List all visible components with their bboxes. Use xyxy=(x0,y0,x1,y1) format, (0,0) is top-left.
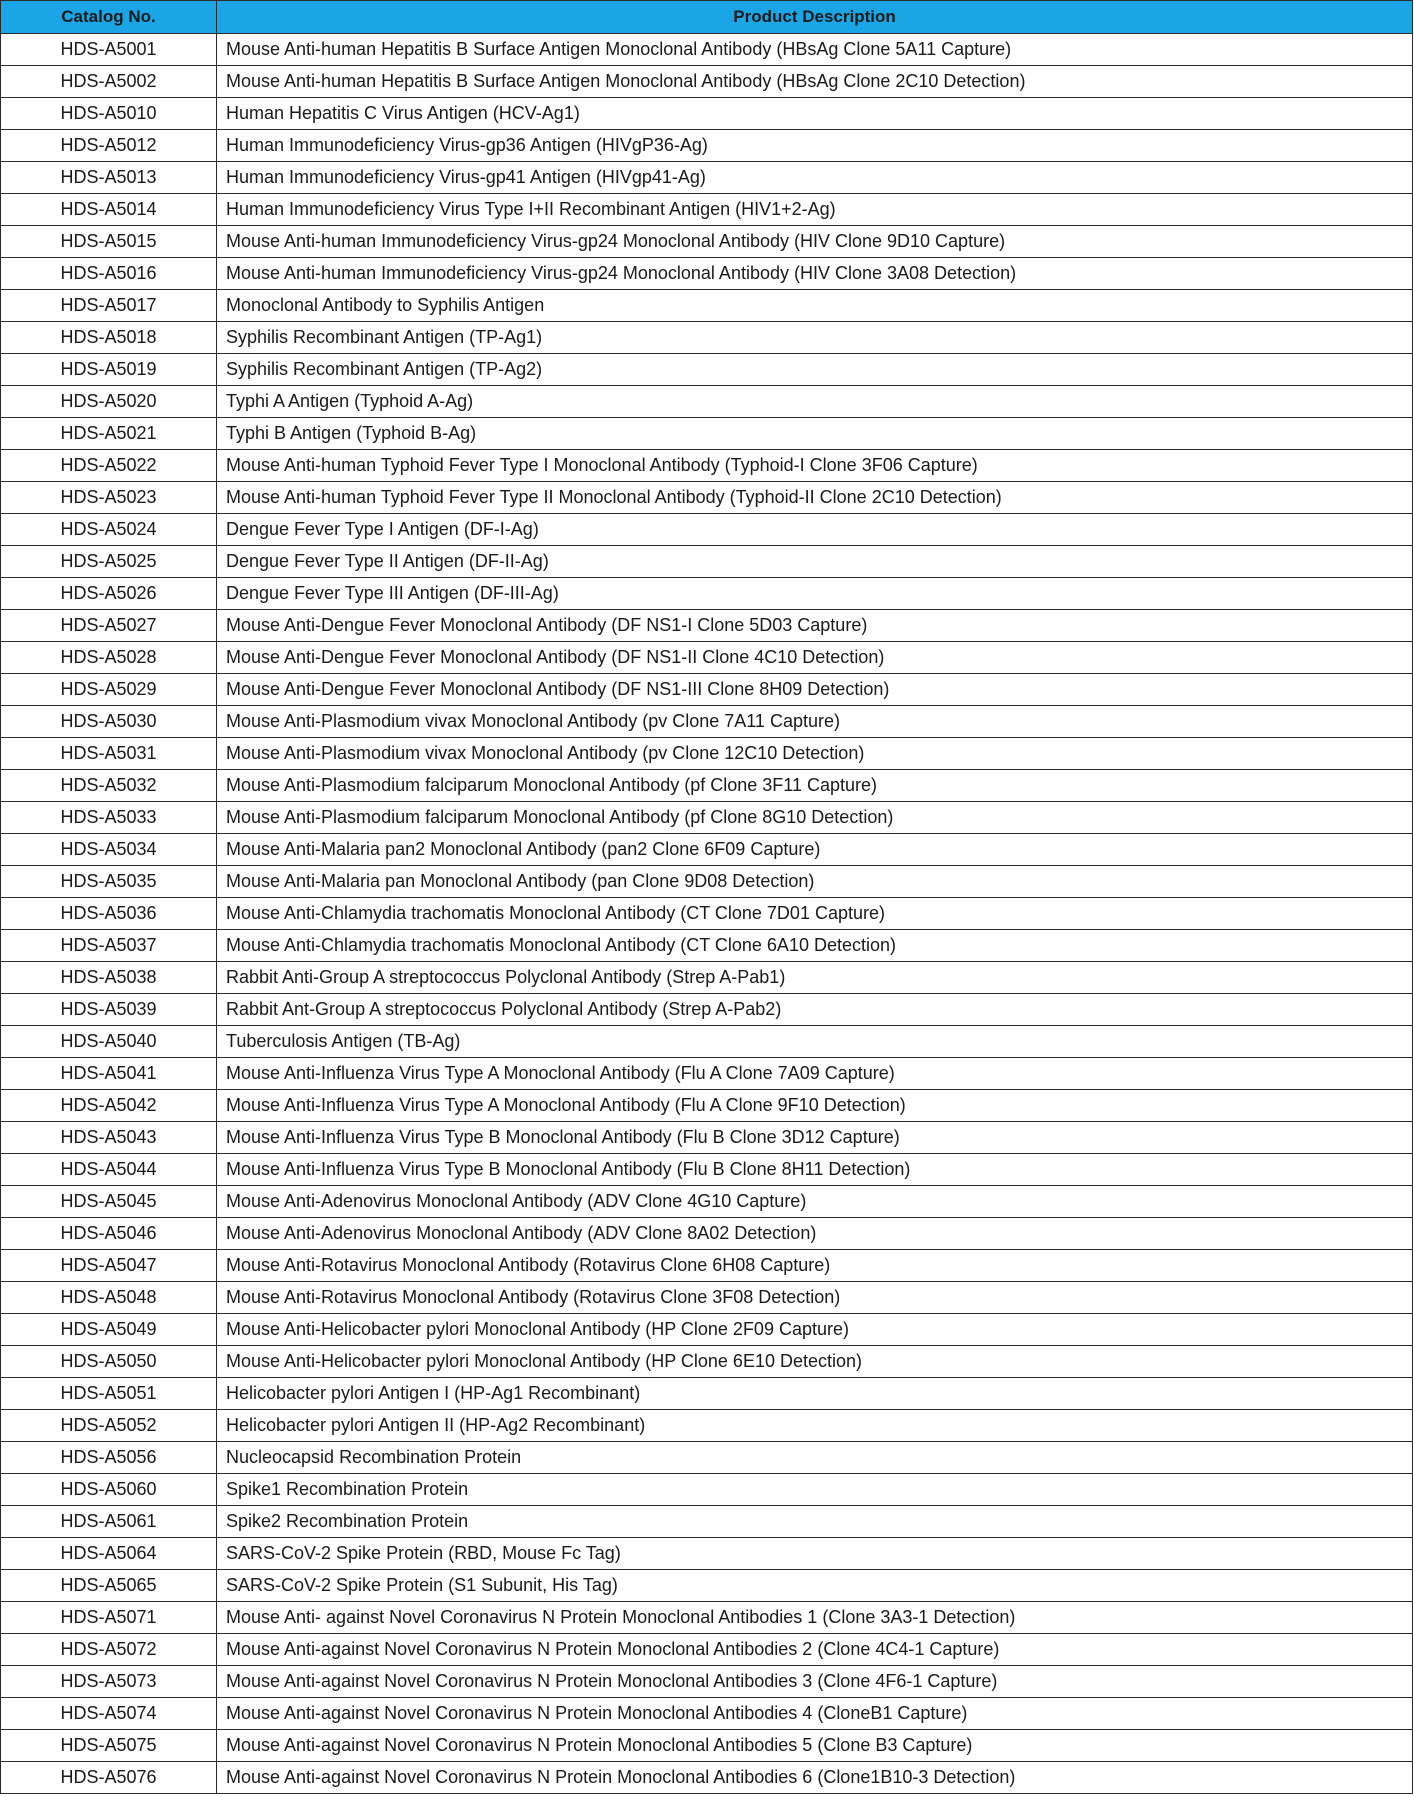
catalog-number-cell: HDS-A5033 xyxy=(1,802,217,834)
table-row xyxy=(1,1442,1413,1474)
table-row xyxy=(1,1154,1413,1186)
table-row xyxy=(1,1346,1413,1378)
product-description-cell: Helicobacter pylori Antigen II (HP-Ag2 Recombinant) xyxy=(217,1410,1413,1442)
catalog-number-cell: HDS-A5064 xyxy=(1,1538,217,1570)
product-description-cell: Mouse Anti-against Novel Coronavirus N Protein Monoclonal Antibodies 5 (Clone B3 Capture) xyxy=(217,1730,1413,1762)
product-description-cell: Tuberculosis Antigen (TB-Ag) xyxy=(217,1026,1413,1058)
product-description-cell: Human Hepatitis C Virus Antigen (HCV-Ag1) xyxy=(217,98,1413,130)
catalog-number-cell: HDS-A5014 xyxy=(1,194,217,226)
catalog-number-cell: HDS-A5040 xyxy=(1,1026,217,1058)
table-row xyxy=(1,1698,1413,1730)
catalog-number-cell: HDS-A5029 xyxy=(1,674,217,706)
product-description-cell: Human Immunodeficiency Virus Type I+II Recombinant Antigen (HIV1+2-Ag) xyxy=(217,194,1413,226)
catalog-number-cell: HDS-A5039 xyxy=(1,994,217,1026)
table-row xyxy=(1,1282,1413,1314)
table-row xyxy=(1,66,1413,98)
table-row xyxy=(1,258,1413,290)
table-row xyxy=(1,642,1413,674)
table-row xyxy=(1,930,1413,962)
catalog-number-cell: HDS-A5047 xyxy=(1,1250,217,1282)
catalog-column-header: Catalog No. xyxy=(1,1,217,34)
table-row xyxy=(1,1538,1413,1570)
table-row xyxy=(1,1474,1413,1506)
product-description-cell: Mouse Anti-Plasmodium vivax Monoclonal Antibody (pv Clone 12C10 Detection) xyxy=(217,738,1413,770)
catalog-number-cell: HDS-A5019 xyxy=(1,354,217,386)
product-description-cell: SARS-CoV-2 Spike Protein (S1 Subunit, His Tag) xyxy=(217,1570,1413,1602)
table-row xyxy=(1,1218,1413,1250)
table-row xyxy=(1,450,1413,482)
catalog-number-cell: HDS-A5051 xyxy=(1,1378,217,1410)
catalog-number-cell: HDS-A5020 xyxy=(1,386,217,418)
catalog-number-cell: HDS-A5012 xyxy=(1,130,217,162)
product-description-cell: Mouse Anti-Dengue Fever Monoclonal Antibody (DF NS1-I Clone 5D03 Capture) xyxy=(217,610,1413,642)
product-description-cell: Mouse Anti-Adenovirus Monoclonal Antibody (ADV Clone 8A02 Detection) xyxy=(217,1218,1413,1250)
table-row xyxy=(1,514,1413,546)
product-description-cell: Dengue Fever Type III Antigen (DF-III-Ag) xyxy=(217,578,1413,610)
catalog-number-cell: HDS-A5022 xyxy=(1,450,217,482)
product-description-cell: Mouse Anti-Dengue Fever Monoclonal Antibody (DF NS1-III Clone 8H09 Detection) xyxy=(217,674,1413,706)
product-description-cell: Mouse Anti-against Novel Coronavirus N Protein Monoclonal Antibodies 6 (Clone1B10-3 Detection) xyxy=(217,1762,1413,1794)
product-description-cell: Mouse Anti-human Hepatitis B Surface Antigen Monoclonal Antibody (HBsAg Clone 5A11 Capture) xyxy=(217,34,1413,66)
product-description-cell: Mouse Anti-Malaria pan2 Monoclonal Antibody (pan2 Clone 6F09 Capture) xyxy=(217,834,1413,866)
product-description-cell: Mouse Anti-human Immunodeficiency Virus-gp24 Monoclonal Antibody (HIV Clone 9D10 Capture) xyxy=(217,226,1413,258)
table-row xyxy=(1,1058,1413,1090)
product-description-cell: Mouse Anti-Plasmodium falciparum Monoclonal Antibody (pf Clone 3F11 Capture) xyxy=(217,770,1413,802)
table-row xyxy=(1,1186,1413,1218)
table-row xyxy=(1,482,1413,514)
table-row xyxy=(1,962,1413,994)
catalog-number-cell: HDS-A5027 xyxy=(1,610,217,642)
product-description-cell: Mouse Anti-Influenza Virus Type B Monoclonal Antibody (Flu B Clone 8H11 Detection) xyxy=(217,1154,1413,1186)
product-description-cell: Typhi A Antigen (Typhoid A-Ag) xyxy=(217,386,1413,418)
catalog-number-cell: HDS-A5065 xyxy=(1,1570,217,1602)
table-row xyxy=(1,1570,1413,1602)
catalog-number-cell: HDS-A5041 xyxy=(1,1058,217,1090)
product-description-cell: Typhi B Antigen (Typhoid B-Ag) xyxy=(217,418,1413,450)
product-description-cell: Mouse Anti-against Novel Coronavirus N Protein Monoclonal Antibodies 3 (Clone 4F6-1 Capture) xyxy=(217,1666,1413,1698)
catalog-number-cell: HDS-A5074 xyxy=(1,1698,217,1730)
catalog-number-cell: HDS-A5024 xyxy=(1,514,217,546)
table-row xyxy=(1,1410,1413,1442)
table-row xyxy=(1,738,1413,770)
catalog-number-cell: HDS-A5002 xyxy=(1,66,217,98)
catalog-number-cell: HDS-A5056 xyxy=(1,1442,217,1474)
table-row xyxy=(1,1602,1413,1634)
catalog-number-cell: HDS-A5046 xyxy=(1,1218,217,1250)
product-description-cell: Dengue Fever Type I Antigen (DF-I-Ag) xyxy=(217,514,1413,546)
catalog-number-cell: HDS-A5013 xyxy=(1,162,217,194)
product-description-cell: SARS-CoV-2 Spike Protein (RBD, Mouse Fc Tag) xyxy=(217,1538,1413,1570)
table-row xyxy=(1,1378,1413,1410)
catalog-number-cell: HDS-A5060 xyxy=(1,1474,217,1506)
table-row xyxy=(1,546,1413,578)
catalog-number-cell: HDS-A5048 xyxy=(1,1282,217,1314)
catalog-number-cell: HDS-A5049 xyxy=(1,1314,217,1346)
product-description-cell: Mouse Anti-human Typhoid Fever Type II Monoclonal Antibody (Typhoid-II Clone 2C10 Detection) xyxy=(217,482,1413,514)
table-row xyxy=(1,1730,1413,1762)
product-description-cell: Mouse Anti-Rotavirus Monoclonal Antibody (Rotavirus Clone 6H08 Capture) xyxy=(217,1250,1413,1282)
catalog-number-cell: HDS-A5021 xyxy=(1,418,217,450)
table-row xyxy=(1,770,1413,802)
catalog-number-cell: HDS-A5030 xyxy=(1,706,217,738)
catalog-number-cell: HDS-A5073 xyxy=(1,1666,217,1698)
product-description-cell: Mouse Anti-Dengue Fever Monoclonal Antibody (DF NS1-II Clone 4C10 Detection) xyxy=(217,642,1413,674)
catalog-number-cell: HDS-A5045 xyxy=(1,1186,217,1218)
product-description-cell: Mouse Anti-against Novel Coronavirus N Protein Monoclonal Antibodies 4 (CloneB1 Capture) xyxy=(217,1698,1413,1730)
table-row xyxy=(1,1634,1413,1666)
product-description-cell: Mouse Anti-Influenza Virus Type B Monoclonal Antibody (Flu B Clone 3D12 Capture) xyxy=(217,1122,1413,1154)
product-description-cell: Spike2 Recombination Protein xyxy=(217,1506,1413,1538)
catalog-number-cell: HDS-A5031 xyxy=(1,738,217,770)
table-row xyxy=(1,354,1413,386)
catalog-number-cell: HDS-A5018 xyxy=(1,322,217,354)
table-row xyxy=(1,418,1413,450)
table-row xyxy=(1,802,1413,834)
catalog-number-cell: HDS-A5061 xyxy=(1,1506,217,1538)
catalog-number-cell: HDS-A5052 xyxy=(1,1410,217,1442)
table-row xyxy=(1,1666,1413,1698)
product-description-cell: Syphilis Recombinant Antigen (TP-Ag1) xyxy=(217,322,1413,354)
table-row xyxy=(1,162,1413,194)
table-row xyxy=(1,130,1413,162)
description-column-header: Product Description xyxy=(217,1,1413,34)
catalog-number-cell: HDS-A5042 xyxy=(1,1090,217,1122)
product-description-cell: Mouse Anti-human Immunodeficiency Virus-gp24 Monoclonal Antibody (HIV Clone 3A08 Detection) xyxy=(217,258,1413,290)
table-row xyxy=(1,898,1413,930)
table-header-row xyxy=(1,1,1413,34)
table-row xyxy=(1,1314,1413,1346)
product-description-cell: Mouse Anti-Malaria pan Monoclonal Antibody (pan Clone 9D08 Detection) xyxy=(217,866,1413,898)
catalog-number-cell: HDS-A5038 xyxy=(1,962,217,994)
product-description-cell: Mouse Anti- against Novel Coronavirus N Protein Monoclonal Antibodies 1 (Clone 3A3-1 Detection) xyxy=(217,1602,1413,1634)
product-description-cell: Rabbit Anti-Group A streptococcus Polyclonal Antibody (Strep A-Pab1) xyxy=(217,962,1413,994)
table-row xyxy=(1,866,1413,898)
catalog-number-cell: HDS-A5023 xyxy=(1,482,217,514)
table-row xyxy=(1,1026,1413,1058)
table-row xyxy=(1,994,1413,1026)
catalog-number-cell: HDS-A5026 xyxy=(1,578,217,610)
product-description-cell: Mouse Anti-Plasmodium vivax Monoclonal Antibody (pv Clone 7A11 Capture) xyxy=(217,706,1413,738)
table-row xyxy=(1,34,1413,66)
catalog-number-cell: HDS-A5043 xyxy=(1,1122,217,1154)
product-description-cell: Mouse Anti-human Typhoid Fever Type I Monoclonal Antibody (Typhoid-I Clone 3F06 Capture) xyxy=(217,450,1413,482)
catalog-number-cell: HDS-A5016 xyxy=(1,258,217,290)
catalog-number-cell: HDS-A5037 xyxy=(1,930,217,962)
product-description-cell: Mouse Anti-Chlamydia trachomatis Monoclonal Antibody (CT Clone 6A10 Detection) xyxy=(217,930,1413,962)
catalog-number-cell: HDS-A5076 xyxy=(1,1762,217,1794)
product-description-cell: Mouse Anti-Plasmodium falciparum Monoclonal Antibody (pf Clone 8G10 Detection) xyxy=(217,802,1413,834)
product-description-cell: Helicobacter pylori Antigen I (HP-Ag1 Recombinant) xyxy=(217,1378,1413,1410)
catalog-number-cell: HDS-A5050 xyxy=(1,1346,217,1378)
product-description-cell: Monoclonal Antibody to Syphilis Antigen xyxy=(217,290,1413,322)
table-row xyxy=(1,322,1413,354)
product-description-cell: Mouse Anti-Helicobacter pylori Monoclonal Antibody (HP Clone 6E10 Detection) xyxy=(217,1346,1413,1378)
catalog-number-cell: HDS-A5028 xyxy=(1,642,217,674)
product-description-cell: Mouse Anti-Chlamydia trachomatis Monoclonal Antibody (CT Clone 7D01 Capture) xyxy=(217,898,1413,930)
table-row xyxy=(1,706,1413,738)
table-row xyxy=(1,834,1413,866)
product-description-cell: Nucleocapsid Recombination Protein xyxy=(217,1442,1413,1474)
catalog-number-cell: HDS-A5015 xyxy=(1,226,217,258)
table-row xyxy=(1,1762,1413,1794)
product-description-cell: Rabbit Ant-Group A streptococcus Polyclonal Antibody (Strep A-Pab2) xyxy=(217,994,1413,1026)
table-row xyxy=(1,290,1413,322)
catalog-number-cell: HDS-A5017 xyxy=(1,290,217,322)
product-description-cell: Mouse Anti-Influenza Virus Type A Monoclonal Antibody (Flu A Clone 9F10 Detection) xyxy=(217,1090,1413,1122)
catalog-number-cell: HDS-A5032 xyxy=(1,770,217,802)
product-description-cell: Dengue Fever Type II Antigen (DF-II-Ag) xyxy=(217,546,1413,578)
table-row xyxy=(1,1090,1413,1122)
catalog-number-cell: HDS-A5075 xyxy=(1,1730,217,1762)
catalog-number-cell: HDS-A5036 xyxy=(1,898,217,930)
table-row xyxy=(1,1122,1413,1154)
table-body xyxy=(1,34,1413,1794)
table-row xyxy=(1,98,1413,130)
table-row xyxy=(1,1250,1413,1282)
product-description-cell: Mouse Anti-human Hepatitis B Surface Antigen Monoclonal Antibody (HBsAg Clone 2C10 Detection) xyxy=(217,66,1413,98)
product-description-cell: Human Immunodeficiency Virus-gp36 Antigen (HIVgP36-Ag) xyxy=(217,130,1413,162)
catalog-number-cell: HDS-A5001 xyxy=(1,34,217,66)
product-description-cell: Human Immunodeficiency Virus-gp41 Antigen (HIVgp41-Ag) xyxy=(217,162,1413,194)
product-description-cell: Mouse Anti-Influenza Virus Type A Monoclonal Antibody (Flu A Clone 7A09 Capture) xyxy=(217,1058,1413,1090)
table-row xyxy=(1,674,1413,706)
product-description-cell: Mouse Anti-Rotavirus Monoclonal Antibody (Rotavirus Clone 3F08 Detection) xyxy=(217,1282,1413,1314)
catalog-number-cell: HDS-A5044 xyxy=(1,1154,217,1186)
table-row xyxy=(1,386,1413,418)
catalog-number-cell: HDS-A5034 xyxy=(1,834,217,866)
product-description-cell: Mouse Anti-against Novel Coronavirus N Protein Monoclonal Antibodies 2 (Clone 4C4-1 Capture) xyxy=(217,1634,1413,1666)
catalog-number-cell: HDS-A5025 xyxy=(1,546,217,578)
table-row xyxy=(1,226,1413,258)
product-description-cell: Spike1 Recombination Protein xyxy=(217,1474,1413,1506)
catalog-number-cell: HDS-A5035 xyxy=(1,866,217,898)
table-row xyxy=(1,1506,1413,1538)
table-row xyxy=(1,610,1413,642)
table-row xyxy=(1,578,1413,610)
catalog-number-cell: HDS-A5010 xyxy=(1,98,217,130)
catalog-number-cell: HDS-A5072 xyxy=(1,1634,217,1666)
catalog-number-cell: HDS-A5071 xyxy=(1,1602,217,1634)
table-row xyxy=(1,194,1413,226)
product-description-cell: Mouse Anti-Adenovirus Monoclonal Antibody (ADV Clone 4G10 Capture) xyxy=(217,1186,1413,1218)
product-description-cell: Mouse Anti-Helicobacter pylori Monoclonal Antibody (HP Clone 2F09 Capture) xyxy=(217,1314,1413,1346)
product-description-cell: Syphilis Recombinant Antigen (TP-Ag2) xyxy=(217,354,1413,386)
